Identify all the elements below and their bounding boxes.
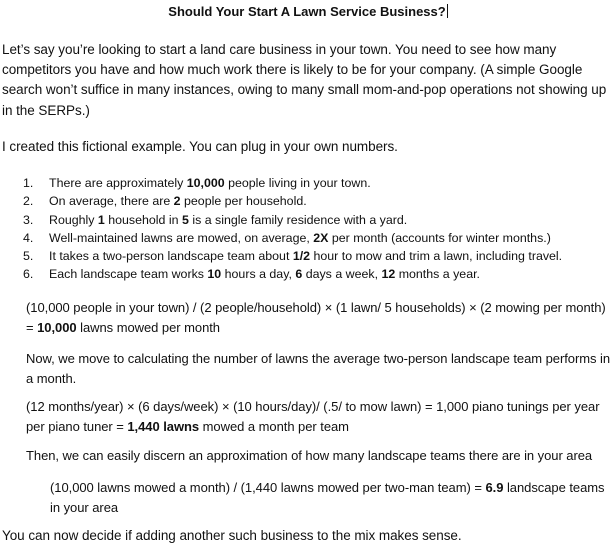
assumptions-list [0,174,616,284]
list-number: 5. [23,249,34,264]
list-text-part: It takes a two-person landscape team about [49,249,293,264]
team-intro-paragraph: Now, we move to calculating the number of lawns the average two-person landscape team performs in a month. [26,351,611,387]
list-text-part: months a year. [395,267,480,282]
list-text [49,247,562,265]
list-text-part: days a week, [302,267,382,282]
title-text: Should Your Start A Lawn Service Business? [168,4,446,19]
conclusion-paragraph: You can now decide if adding another such business to the mix makes sense. [2,528,462,543]
list-item [0,265,616,283]
calc-text: lawns mowed per month [76,320,220,336]
calc-result: 1,440 lawns [127,419,200,435]
list-value: 2 [173,194,181,209]
calc-result: 6.9 [485,480,504,495]
list-text-part: household in [104,212,182,227]
list-text-part: hours a day, [221,267,296,282]
document-title [0,3,616,20]
calc-text: (12 months/year) × (6 days/week) × (10 hours/day)/ (.5/ to mow lawn) = 1,000 piano tunings per year per piano tuner = [26,399,600,435]
list-number: 1. [23,176,34,190]
list-text [49,174,371,192]
list-text [49,211,407,229]
list-item [0,211,616,229]
team-calculation [26,397,614,437]
list-value: 10,000 [186,176,225,190]
list-value: 5 [181,212,189,227]
list-item [0,247,616,265]
calc-text: mowed a month per team [199,419,349,435]
list-text-part: is a single family residence with a yard. [188,212,408,227]
list-text-part: per month (accounts for winter months.) [328,230,551,245]
list-text-part: people living in your town. [224,176,371,190]
teams-calculation [50,478,610,518]
list-value: 6 [295,267,303,282]
list-value: 2X [313,230,329,245]
example-paragraph: I created this fictional example. You can plug in your own numbers. [2,139,398,154]
calc-text: (10,000 lawns mowed a month) / (1,440 lawns mowed per two-man team) = [50,480,486,495]
list-text-part: Each landscape team works [49,267,208,282]
list-text-part: On average, there are [49,194,174,209]
list-text-part: There are approximately [49,176,187,190]
list-value: 12 [381,267,396,282]
list-item [0,174,616,192]
list-text-part: people per household. [180,194,307,209]
list-value: 10 [207,267,222,282]
calc-text: (10,000 people in your town) / (2 people/household) × (1 lawn/ 5 households) × (2 mowing per month) = [26,300,606,336]
list-text-part: hour to mow and trim a lawn, including travel. [310,249,563,264]
list-item [0,229,616,247]
list-text [49,265,480,283]
text-cursor [447,4,448,18]
list-item [0,192,616,210]
list-text-part: Roughly [49,212,98,227]
list-number: 2. [23,194,34,209]
list-text-part: Well-maintained lawns are mowed, on average, [49,230,314,245]
list-text [49,192,307,210]
intro-paragraph: Let’s say you’re looking to start a land care business in your town. You need to see how many competitors you have and how much work there is likely to be for your company. (A simple Google search won’t suffice in many instances, owing to many small mom-and-pop operations not showing up in the SERPs.) [2,42,607,118]
list-number: 4. [23,230,34,245]
list-text [49,229,551,247]
list-value: 1/2 [292,249,311,264]
discern-paragraph: Then, we can easily discern an approximation of how many landscape teams there are in your area [26,448,593,463]
people-calculation [26,298,614,338]
list-number: 6. [23,267,34,282]
calc-text: landscape teams in your area [50,480,605,516]
calc-result: 10,000 [37,320,77,336]
list-value: 1 [97,212,105,227]
list-number: 3. [23,212,34,227]
